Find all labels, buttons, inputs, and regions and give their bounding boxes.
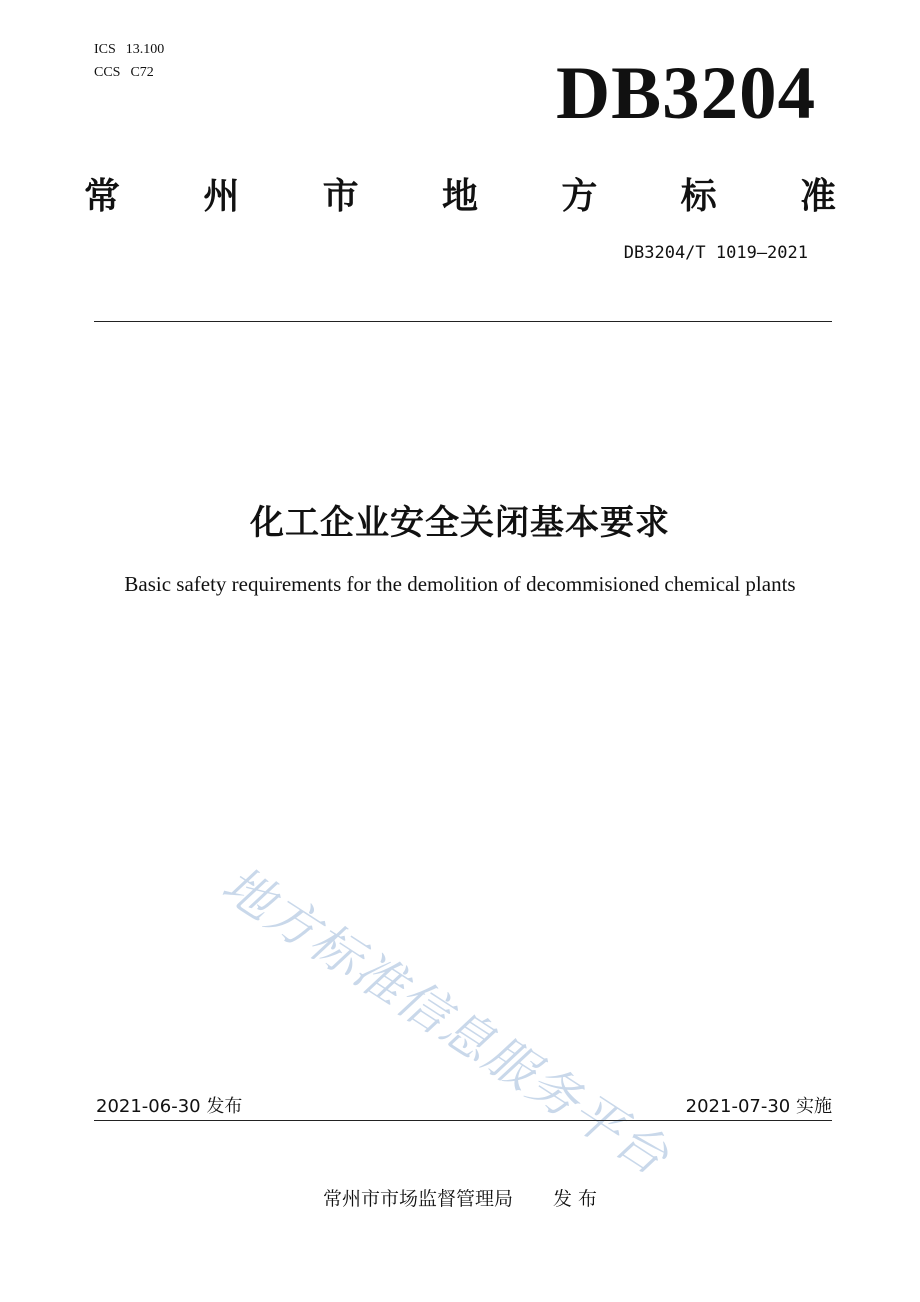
standard-type	[84, 168, 836, 219]
standard-code: DB3204	[556, 52, 817, 135]
bottom-divider	[94, 1120, 832, 1121]
top-divider	[94, 321, 832, 322]
ccs-label: CCS	[94, 65, 121, 80]
classification-codes	[94, 38, 164, 84]
standard-type-char: 州	[203, 176, 240, 217]
standard-type-char: 准	[799, 176, 836, 217]
ccs-value: C72	[130, 65, 154, 80]
standard-type-char: 市	[322, 176, 359, 217]
standard-number: DB3204/T 1019—2021	[623, 243, 808, 263]
standard-type-char: 方	[561, 176, 598, 217]
title-english: Basic safety requirements for the demolition of decommisioned chemical plants	[124, 572, 796, 596]
ics-row	[94, 38, 164, 61]
publisher-action: 发 布	[552, 1188, 598, 1210]
publisher-org: 常州市市场监督管理局	[322, 1188, 513, 1210]
ics-label: ICS	[94, 42, 116, 57]
standard-type-char: 常	[84, 176, 121, 217]
watermark: 地方标准信息服务平台	[212, 855, 680, 1187]
ccs-row	[94, 61, 164, 84]
issue-date: 2021-06-30 发布	[96, 1096, 243, 1117]
implementation-date: 2021-07-30 实施	[685, 1096, 832, 1117]
standard-type-char: 地	[441, 176, 478, 217]
standard-type-char: 标	[680, 176, 717, 217]
ics-value: 13.100	[125, 42, 165, 57]
publisher	[0, 1184, 920, 1211]
title-chinese: 化工企业安全关闭基本要求	[250, 503, 670, 543]
